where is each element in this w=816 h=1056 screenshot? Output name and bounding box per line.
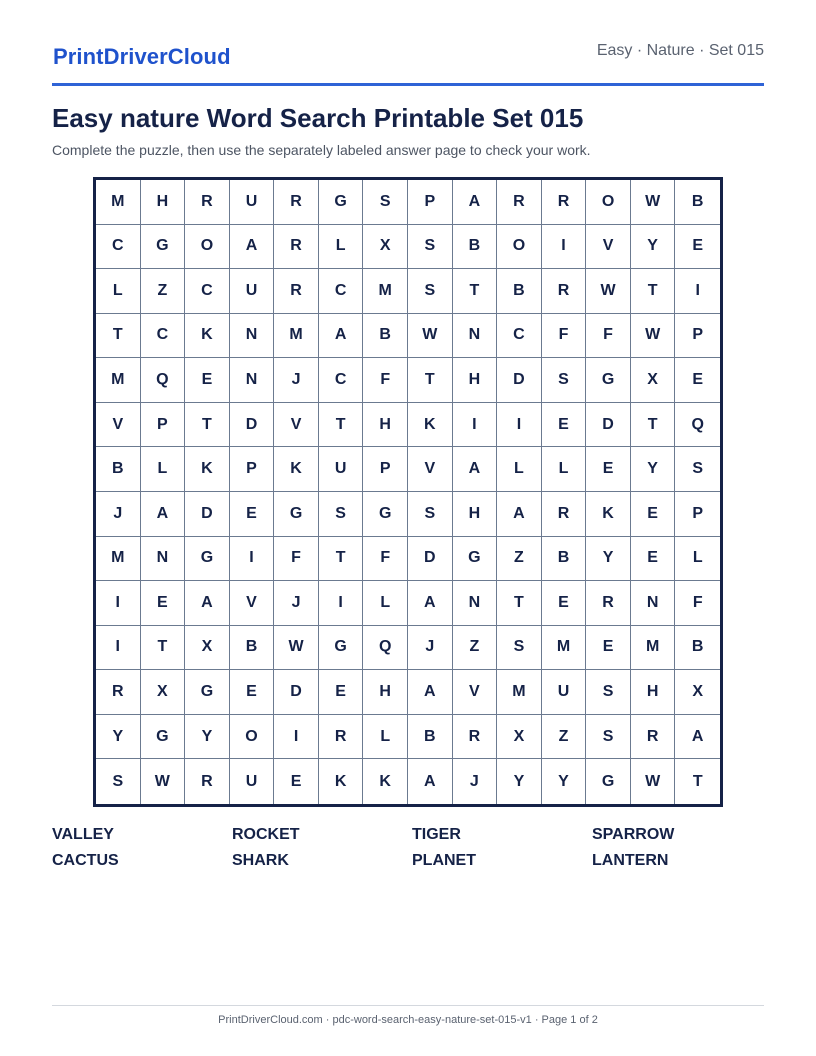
set-info: Easy · Nature · Set 015 — [596, 42, 764, 59]
page-title: Easy nature Word Search Printable Set 015 — [52, 103, 584, 133]
grid-cell: S — [408, 225, 453, 270]
grid-cell: P — [141, 403, 186, 448]
word-list-item: ROCKET — [232, 826, 300, 843]
grid-cell: S — [319, 492, 364, 537]
grid-cell: T — [319, 403, 364, 448]
grid-cell: C — [497, 314, 542, 359]
page-footer: PrintDriverCloud.com · pdc-word-search-easy-nature-set-015-v1 · Page 1 of 2 — [218, 1014, 598, 1026]
grid-cell: H — [453, 358, 498, 403]
grid-cell: H — [631, 670, 676, 715]
grid-cell: K — [185, 447, 230, 492]
grid-cell: X — [185, 626, 230, 671]
grid-cell: R — [274, 225, 319, 270]
grid-cell: X — [631, 358, 676, 403]
grid-cell: R — [542, 269, 587, 314]
grid-cell: M — [631, 626, 676, 671]
grid-cell: M — [363, 269, 408, 314]
grid-cell: T — [319, 537, 364, 582]
grid-cell: R — [453, 715, 498, 760]
grid-cell: R — [542, 492, 587, 537]
grid-cell: S — [96, 759, 141, 804]
grid-cell: F — [675, 581, 720, 626]
grid-cell: J — [408, 626, 453, 671]
grid-cell: E — [631, 492, 676, 537]
grid-cell: A — [453, 447, 498, 492]
grid-cell: G — [319, 180, 364, 225]
grid-cell: L — [363, 581, 408, 626]
grid-cell: O — [586, 180, 631, 225]
grid-cell: N — [141, 537, 186, 582]
grid-cell: R — [319, 715, 364, 760]
grid-cell: A — [230, 225, 275, 270]
grid-cell: U — [230, 759, 275, 804]
grid-cell: E — [542, 403, 587, 448]
grid-cell: P — [363, 447, 408, 492]
grid-cell: S — [497, 626, 542, 671]
grid-cell: S — [675, 447, 720, 492]
grid-cell: E — [542, 581, 587, 626]
grid-cell: Y — [497, 759, 542, 804]
grid-cell: K — [185, 314, 230, 359]
grid-cell: B — [675, 180, 720, 225]
grid-cell: L — [542, 447, 587, 492]
grid-cell: M — [274, 314, 319, 359]
grid-cell: L — [675, 537, 720, 582]
grid-cell: W — [141, 759, 186, 804]
grid-cell: Q — [141, 358, 186, 403]
grid-cell: C — [185, 269, 230, 314]
grid-cell: L — [363, 715, 408, 760]
page-subtitle: Complete the puzzle, then use the separately labeled answer page to check your work. — [52, 142, 591, 158]
grid-cell: V — [408, 447, 453, 492]
grid-cell: R — [542, 180, 587, 225]
grid-cell: G — [319, 626, 364, 671]
grid-cell: T — [497, 581, 542, 626]
grid-cell: X — [497, 715, 542, 760]
grid-cell: W — [586, 269, 631, 314]
grid-cell: T — [408, 358, 453, 403]
grid-cell: W — [408, 314, 453, 359]
grid-cell: H — [363, 670, 408, 715]
word-list-item: TIGER — [412, 826, 461, 843]
grid-cell: P — [675, 492, 720, 537]
grid-cell: U — [319, 447, 364, 492]
grid-cell: V — [274, 403, 319, 448]
grid-cell: E — [675, 225, 720, 270]
grid-cell: J — [274, 358, 319, 403]
grid-cell: A — [408, 759, 453, 804]
grid-cell: E — [185, 358, 230, 403]
grid-cell: R — [274, 269, 319, 314]
grid-cell: J — [274, 581, 319, 626]
grid-cell: E — [230, 492, 275, 537]
grid-cell: S — [542, 358, 587, 403]
grid-cell: Z — [453, 626, 498, 671]
grid-cell: X — [141, 670, 186, 715]
grid-cell: R — [274, 180, 319, 225]
grid-cell: A — [408, 581, 453, 626]
grid-cell: D — [274, 670, 319, 715]
grid-cell: I — [274, 715, 319, 760]
grid-cell: C — [319, 269, 364, 314]
grid-cell: B — [230, 626, 275, 671]
grid-cell: B — [542, 537, 587, 582]
grid-cell: A — [408, 670, 453, 715]
grid-cell: S — [586, 670, 631, 715]
grid-cell: B — [497, 269, 542, 314]
header-divider — [52, 83, 764, 86]
footer-divider — [52, 1005, 764, 1006]
grid-cell: C — [319, 358, 364, 403]
grid-cell: T — [631, 269, 676, 314]
grid-cell: B — [453, 225, 498, 270]
grid-cell: I — [96, 626, 141, 671]
grid-cell: G — [185, 670, 230, 715]
grid-cell: V — [96, 403, 141, 448]
grid-cell: I — [453, 403, 498, 448]
grid-cell: W — [631, 180, 676, 225]
grid-cell: Y — [586, 537, 631, 582]
grid-cell: V — [586, 225, 631, 270]
grid-cell: E — [675, 358, 720, 403]
grid-cell: E — [586, 447, 631, 492]
grid-cell: U — [542, 670, 587, 715]
grid-cell: M — [96, 180, 141, 225]
grid-cell: S — [408, 492, 453, 537]
grid-cell: A — [497, 492, 542, 537]
grid-cell: H — [453, 492, 498, 537]
word-list-item: CACTUS — [52, 852, 119, 869]
grid-cell: L — [141, 447, 186, 492]
grid-cell: U — [230, 269, 275, 314]
grid-cell: H — [363, 403, 408, 448]
grid-cell: E — [319, 670, 364, 715]
grid-cell: G — [586, 358, 631, 403]
grid-cell: F — [363, 537, 408, 582]
grid-cell: I — [542, 225, 587, 270]
grid-cell: V — [453, 670, 498, 715]
grid-cell: P — [230, 447, 275, 492]
brand-logo-text: PrintDriverCloud — [53, 44, 231, 69]
grid-cell: Q — [363, 626, 408, 671]
grid-cell: O — [497, 225, 542, 270]
grid-cell: F — [586, 314, 631, 359]
grid-cell: D — [586, 403, 631, 448]
grid-cell: S — [408, 269, 453, 314]
grid-cell: N — [230, 314, 275, 359]
grid-cell: Y — [96, 715, 141, 760]
grid-cell: E — [141, 581, 186, 626]
grid-cell: I — [230, 537, 275, 582]
grid-cell: J — [453, 759, 498, 804]
grid-cell: L — [96, 269, 141, 314]
grid-cell: W — [631, 759, 676, 804]
grid-cell: K — [586, 492, 631, 537]
word-list-item: LANTERN — [592, 852, 669, 869]
grid-cell: E — [586, 626, 631, 671]
grid-cell: S — [586, 715, 631, 760]
grid-cell: Y — [542, 759, 587, 804]
grid-cell: R — [185, 180, 230, 225]
grid-cell: I — [319, 581, 364, 626]
grid-cell: V — [230, 581, 275, 626]
grid-cell: O — [185, 225, 230, 270]
grid-cell: H — [141, 180, 186, 225]
grid-cell: G — [185, 537, 230, 582]
grid-cell: Q — [675, 403, 720, 448]
grid-cell: E — [274, 759, 319, 804]
grid-cell: T — [453, 269, 498, 314]
grid-cell: Z — [497, 537, 542, 582]
grid-cell: T — [185, 403, 230, 448]
grid-cell: D — [408, 537, 453, 582]
grid-cell: K — [319, 759, 364, 804]
grid-cell: T — [692, 772, 703, 790]
grid-cell: Y — [185, 715, 230, 760]
word-search-grid — [93, 177, 723, 807]
grid-cell: A — [185, 581, 230, 626]
grid-cell: B — [96, 447, 141, 492]
grid-cell: M — [96, 537, 141, 582]
grid-cell: I — [675, 269, 720, 314]
grid-cell: B — [363, 314, 408, 359]
word-list-item: SHARK — [232, 852, 289, 869]
grid-cell: P — [408, 180, 453, 225]
grid-cell: K — [363, 759, 408, 804]
grid-cell: L — [497, 447, 542, 492]
grid-cell: I — [96, 581, 141, 626]
grid-cell: G — [363, 492, 408, 537]
grid-cell: F — [363, 358, 408, 403]
grid-cell: X — [363, 225, 408, 270]
grid-cell: K — [274, 447, 319, 492]
grid-cell: T — [96, 314, 141, 359]
grid-cell: P — [675, 314, 720, 359]
grid-cell: R — [586, 581, 631, 626]
word-list-item: PLANET — [412, 852, 476, 869]
grid-cell: G — [274, 492, 319, 537]
grid-cell: Z — [141, 269, 186, 314]
word-list — [52, 826, 772, 870]
grid-cell: G — [141, 715, 186, 760]
grid-cell: O — [230, 715, 275, 760]
grid-cell: G — [586, 759, 631, 804]
grid-cell: R — [185, 759, 230, 804]
grid-cell: M — [497, 670, 542, 715]
grid-cell: I — [497, 403, 542, 448]
grid-cell: N — [631, 581, 676, 626]
grid-cell: A — [675, 715, 720, 760]
word-list-item: VALLEY — [52, 826, 114, 843]
grid-cell: J — [96, 492, 141, 537]
grid-cell: R — [96, 670, 141, 715]
grid-cell: U — [230, 180, 275, 225]
grid-cell: C — [96, 225, 141, 270]
grid-cell: C — [141, 314, 186, 359]
grid-cell: A — [141, 492, 186, 537]
grid-cell: D — [497, 358, 542, 403]
grid-cell: F — [274, 537, 319, 582]
grid-cell: A — [453, 180, 498, 225]
grid-cell: T — [141, 626, 186, 671]
grid-cell: N — [453, 314, 498, 359]
grid-cell: M — [96, 358, 141, 403]
grid-cell: D — [230, 403, 275, 448]
grid-cell: M — [542, 626, 587, 671]
grid-cell: B — [408, 715, 453, 760]
grid-cell: S — [363, 180, 408, 225]
grid-cell: W — [631, 314, 676, 359]
grid-cell: Y — [631, 447, 676, 492]
grid-cell: E — [230, 670, 275, 715]
grid-cell: Z — [542, 715, 587, 760]
grid-cell: T — [631, 403, 676, 448]
grid-cell: R — [631, 715, 676, 760]
grid-cell: Y — [631, 225, 676, 270]
grid-cell: A — [319, 314, 364, 359]
grid-cell: R — [497, 180, 542, 225]
grid-cell: N — [230, 358, 275, 403]
grid-cell: G — [141, 225, 186, 270]
word-list-item: SPARROW — [592, 826, 675, 843]
grid-cell: F — [542, 314, 587, 359]
grid-cell: L — [319, 225, 364, 270]
grid-cell: E — [631, 537, 676, 582]
grid-cell: D — [185, 492, 230, 537]
grid-cell: B — [675, 626, 720, 671]
grid-cell: X — [675, 670, 720, 715]
grid-cell: G — [453, 537, 498, 582]
grid-cell: K — [408, 403, 453, 448]
grid-cell: N — [453, 581, 498, 626]
grid-cell: W — [274, 626, 319, 671]
